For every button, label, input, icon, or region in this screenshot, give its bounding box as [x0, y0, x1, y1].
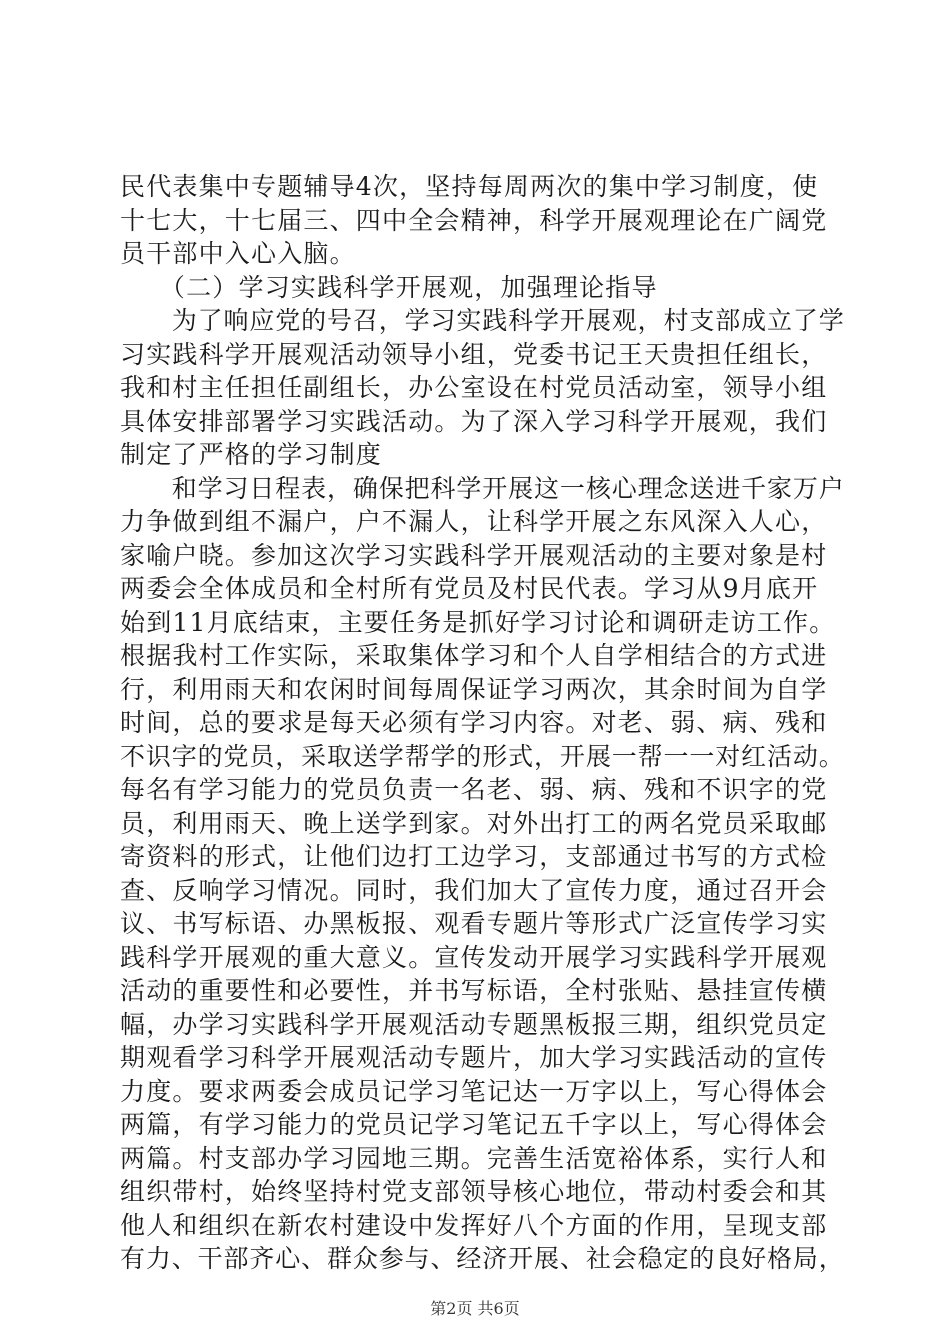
text-line: 两委会全体成员和全村所有党员及村民代表。学习从9月底开 — [120, 574, 819, 603]
text-line: 时间，总的要求是每天必须有学习内容。对老、弱、病、残和 — [120, 708, 828, 737]
text-line: 议、书写标语、办黑板报、观看专题片等形式广泛宣传学习实 — [120, 909, 828, 938]
text-line: 习实践科学开展观活动领导小组，党委书记王天贵担任组长， — [120, 339, 828, 369]
text-line: 力度。要求两委会成员记学习笔记达一万字以上，写心得体会 — [120, 1076, 828, 1106]
text-line: 活动的重要性和必要性，并书写标语，全村张贴、悬挂宣传横 — [120, 976, 828, 1005]
text-line: 组织带村，始终坚持村党支部领导核心地位，带动村委会和其 — [120, 1177, 828, 1206]
text-line: 十七大，十七届三、四中全会精神，科学开展观理论在广阔党 — [120, 205, 828, 235]
text-line: 力争做到组不漏户，户不漏人，让科学开展之东风深入人心， — [120, 507, 828, 536]
text-line: 为了响应党的号召，学习实践科学开展观，村支部成立了学 — [120, 306, 845, 335]
text-line: 他人和组织在新农村建设中发挥好八个方面的作用，呈现支部 — [120, 1210, 828, 1240]
text-line: 两篇，有学习能力的党员记学习笔记五千字以上，写心得体会 — [120, 1110, 828, 1139]
text-line: 民代表集中专题辅导4次，坚持每周两次的集中学习制度，使 — [120, 172, 819, 201]
text-line: 具体安排部署学习实践活动。为了深入学习科学开展观，我们 — [120, 406, 828, 436]
text-line: 和学习日程表，确保把科学开展这一核心理念送进千家万户 — [120, 473, 845, 503]
text-line: 家喻户晓。参加这次学习实践科学开展观活动的主要对象是村 — [120, 540, 828, 570]
page-footer: 第2页 共6页 — [430, 1299, 520, 1318]
text-line: 不识字的党员，采取送学帮学的形式，开展一帮一一对红活动。 — [120, 741, 845, 771]
text-line: 员，利用雨天、晚上送学到家。对外出打工的两名党员采取邮 — [120, 808, 828, 838]
text-line: 寄资料的形式，让他们边打工边学习，支部通过书写的方式检 — [120, 842, 828, 871]
text-line: 我和村主任担任副组长，办公室设在村党员活动室，领导小组 — [120, 373, 828, 402]
text-line: 期观看学习科学开展观活动专题片，加大学习实践活动的宣传 — [120, 1043, 828, 1072]
text-line: （二）学习实践科学开展观，加强理论指导 — [120, 272, 658, 302]
text-line: 行，利用雨天和农闲时间每周保证学习两次，其余时间为自学 — [120, 674, 828, 704]
text-line: 员干部中入心入脑。 — [120, 239, 356, 268]
body-text — [120, 170, 845, 1276]
text-line: 查、反响学习情况。同时，我们加大了宣传力度，通过召开会 — [120, 875, 828, 905]
text-line: 制定了严格的学习制度 — [120, 440, 383, 469]
text-line: 幅，办学习实践科学开展观活动专题黑板报三期，组织党员定 — [120, 1009, 828, 1039]
text-line: 践科学开展观的重大意义。宣传发动开展学习实践科学开展观 — [120, 942, 828, 972]
text-line: 始到11月底结束，主要任务是抓好学习讨论和调研走访工作。 — [120, 607, 836, 637]
text-line: 两篇。村支部办学习园地三期。完善生活宽裕体系，实行人和 — [120, 1143, 828, 1173]
text-line: 每名有学习能力的党员负责一名老、弱、病、残和不识字的党 — [120, 775, 828, 804]
text-line: 根据我村工作实际，采取集体学习和个人自学相结合的方式进 — [120, 641, 828, 670]
text-line: 有力、干部齐心、群众参与、经济开展、社会稳定的良好格局， — [120, 1244, 845, 1273]
